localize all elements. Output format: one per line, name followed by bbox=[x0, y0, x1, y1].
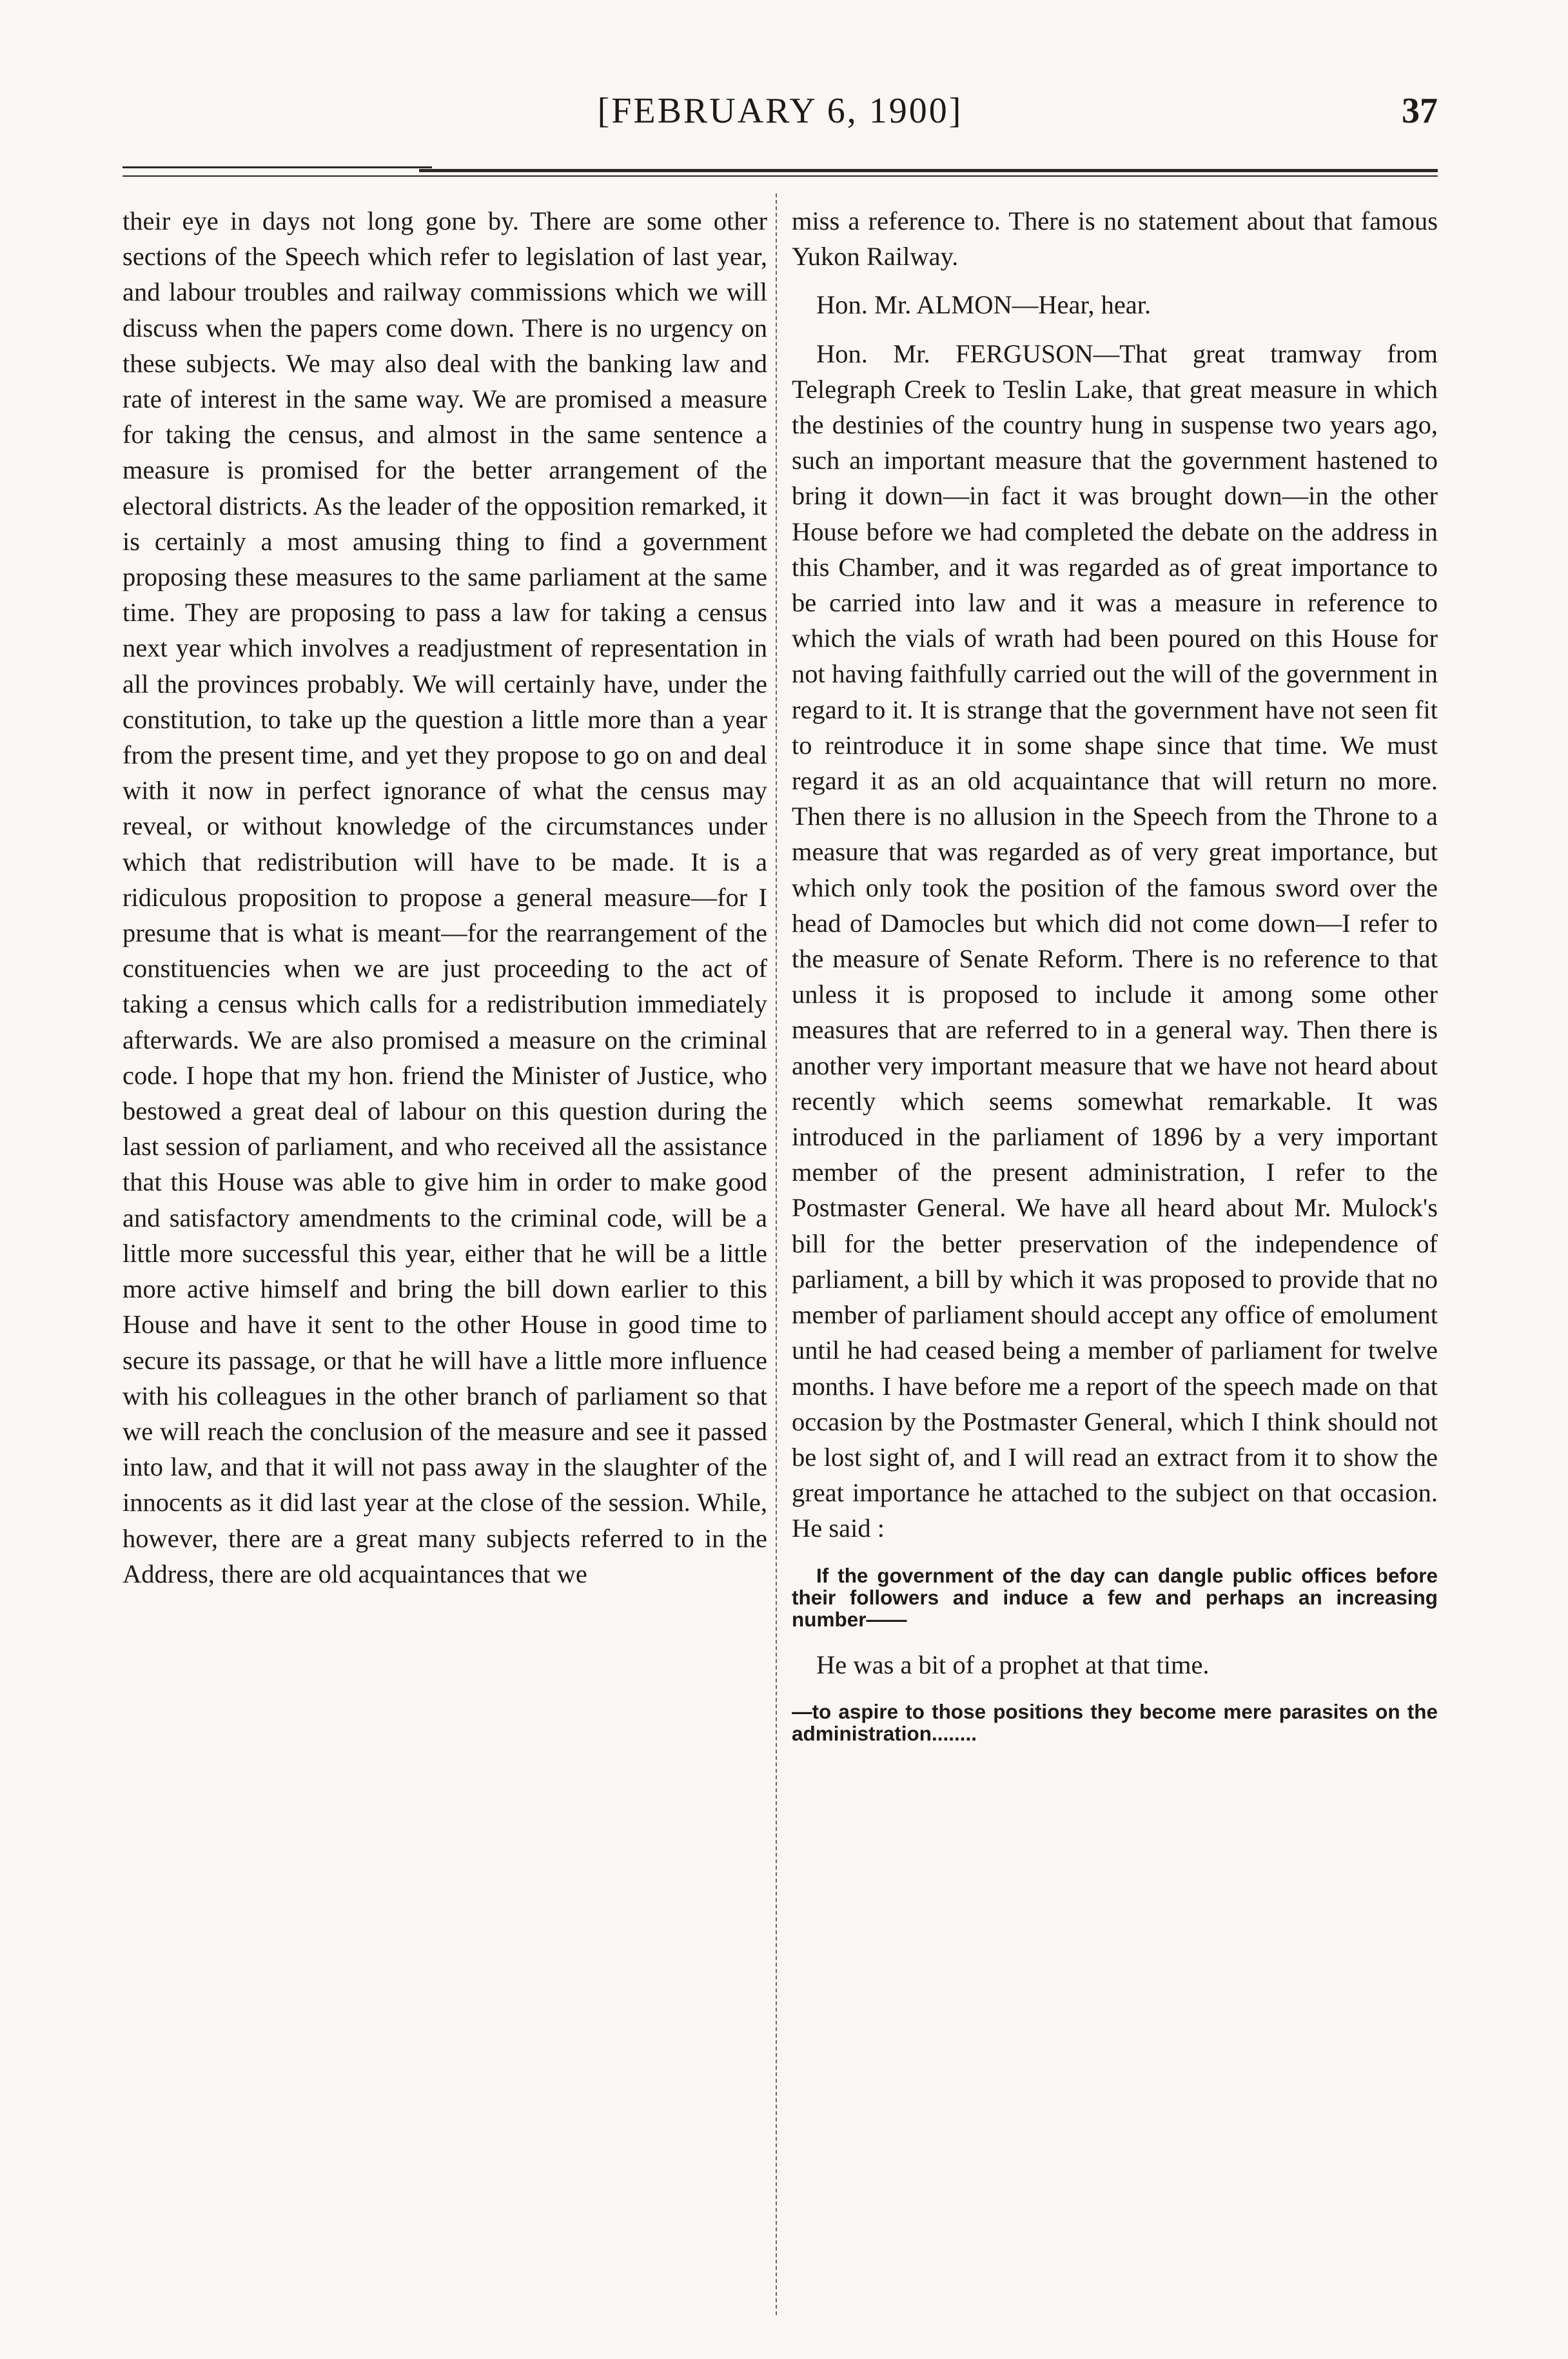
quoted-extract-2: —to aspire to those positions they become mere parasites on the administration........ bbox=[792, 1699, 1438, 1745]
header-rule-thick bbox=[419, 169, 1438, 172]
almon-interjection: Hon. Mr. ALMON—Hear, hear. bbox=[816, 290, 1152, 320]
ferguson-speech: Hon. Mr. FERGUSON—That great tramway from Telegraph Creek to Teslin Lake, that great measure in which the destinies of the country hung in suspense two years ago, such an important measure that the government hastened to bring it down—in fact it was brought down—in the other House before we had completed the debate on the address in this Chamber, and it was regarded as of great importance to be carried into law and it was a measure in reference to which the vials of wrath had been poured on this House for not having faithfully carried out the will of the government in regard to it. It is strange that the government have not seen fit to reintroduce it in some shape since that time. We must regard it as an old acquaintance that will return no more. Then there is no allusion in the Speech from the Throne to a measure that was regarded as of very great importance, but which only took the position of the famous sword over the head of Damocles but which did not come down—I refer to the measure of Senate Reform. There is no reference to that unless it is proposed to include it among some other measures that are referred to in a general way. Then there is another very important measure that we have not heard about recently which seems somewhat remarkable. It was introduced in the parliament of 1896 by a very important member of the present administration, I refer to the Postmaster General. We have all heard about Mr. Mulock's bill for the better preservation of the independence of parliament, a bill by which it was proposed to provide that no member of parliament should accept any office of emolument until he had ceased being a member of parliament for twelve months. I have before me a report of the speech made on that occasion by the Postmaster General, which I think should not be lost sight of, and I will read an extract from it to show the great importance he attached to the subject on that occasion. He said : bbox=[792, 339, 1438, 1543]
column-divider bbox=[776, 193, 777, 2315]
page-number: 37 bbox=[1402, 91, 1438, 131]
prophet-remark: He was a bit of a prophet at that time. bbox=[816, 1650, 1210, 1679]
header-rule-thin bbox=[122, 166, 432, 168]
quoted-extract-1: If the government of the day can dangle public offices before their followers and induce a few and perhaps an increasing number—— bbox=[792, 1563, 1438, 1631]
header-rule-bottom bbox=[122, 175, 1438, 177]
right-paragraph-1: miss a reference to. There is no statement about that famous Yukon Railway. bbox=[792, 206, 1438, 271]
page-date-title: [FEBRUARY 6, 1900] bbox=[597, 91, 963, 131]
left-paragraph-1: their eye in days not long gone by. There are some other sections of the Speech which refer to legislation of last year, and labour troubles and railway commissions which we will discuss when the papers come down. There is no urgency on these subjects. We may also deal with the banking law and rate of interest in the same way. We are promised a measure for taking the census, and almost in the same sentence a measure is promised for the better arrangement of the electoral districts. As the leader of the opposition remarked, it is certainly a most amusing thing to find a government proposing these measures to the same parliament at the same time. They are proposing to pass a law for taking a census next year which involves a readjustment of representation in all the provinces probably. We will certainly have, under the constitution, to take up the question a little more than a year from the present time, and yet they propose to go on and deal with it now in perfect ignorance of what the census may reveal, or without knowledge of the circumstances under which that redistribution will have to be made. It is a ridiculous proposition to propose a general measure—for I presume that is what is meant—for the rearrangement of the constituencies when we are just proceeding to the act of taking a census which calls for a redistribution immediately afterwards. We are also promised a measure on the criminal code. I hope that my hon. friend the Minister of Justice, who bestowed a great deal of labour on this question during the last session of parliament, and who received all the assistance that this House was able to give him in order to make good and satisfactory amendments to the criminal code, will be a little more successful this year, either that he will be a little more active himself and bring the bill down earlier to this House and have it sent to the other House in good time to secure its passage, or that he will have a little more influence with his colleagues in the other branch of parliament so that we will reach the conclusion of the measure and see it passed into law, and that it will not pass away in the slaughter of the innocents as it did last year at the close of the session. While, however, there are a great many subjects referred to in the Address, there are old acquaintances that we bbox=[122, 206, 767, 1588]
page-header bbox=[122, 90, 1438, 148]
left-column bbox=[122, 203, 767, 1592]
right-column bbox=[792, 203, 1438, 1744]
